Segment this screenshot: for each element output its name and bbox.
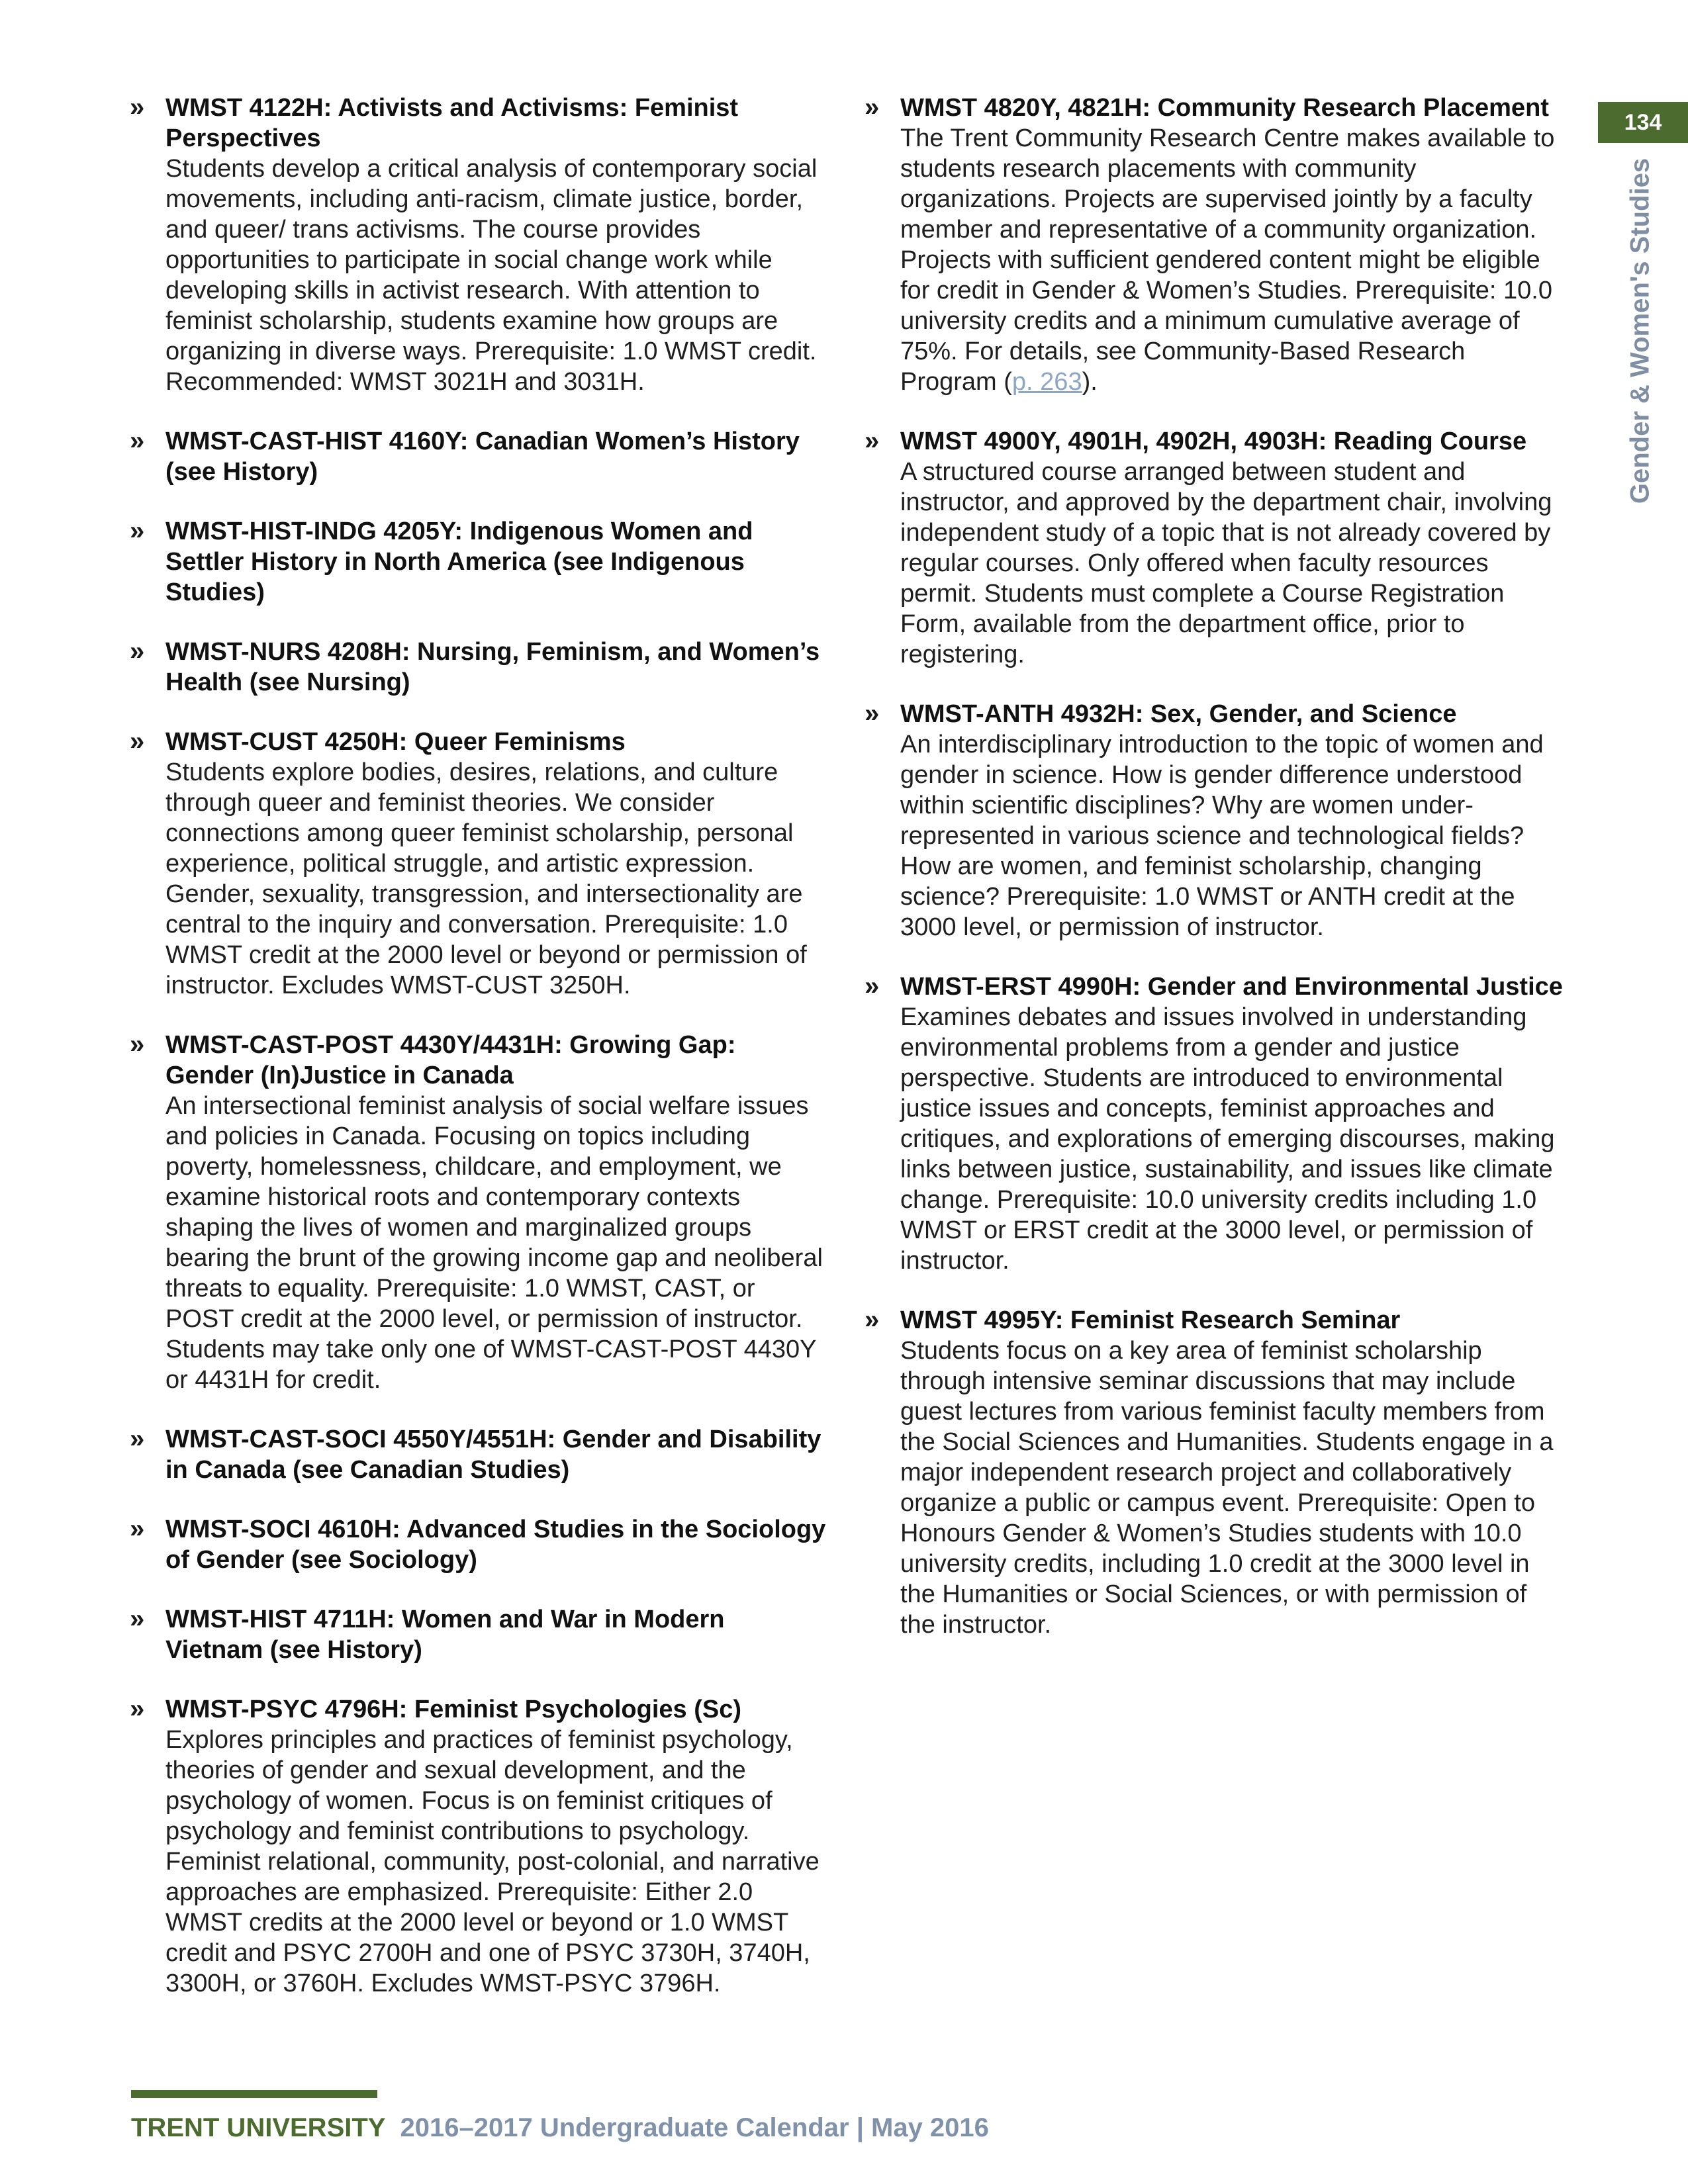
course-title: WMST-HIST 4711H: Women and War in Modern Vietnam (see History) [165,1606,725,1664]
bullet-marker: » [130,1694,145,1723]
footer-calendar-title: 2016–2017 Undergraduate Calendar | May 2016 [400,2113,989,2142]
course-title: WMST-CAST-HIST 4160Y: Canadian Women’s History (see History) [165,428,800,486]
course-entry [862,1305,1564,1640]
course-entry [127,1694,829,1999]
bullet-marker: » [865,426,880,455]
course-title: WMST 4820Y, 4821H: Community Research Placement [900,94,1549,122]
bullet-marker: » [865,699,880,728]
footer-institution: TRENT UNIVERSITY [131,2113,386,2142]
course-description: Students focus on a key area of feminist scholarship through intensive seminar discussions that may include guest lectures from various feminist faculty members from the Social Sciences and Humanities. Students engage in a major independent research project and collaboratively organize a public or campus event. Prerequisite: Open to Honours Gender & Women’s Studies students with 10.0 university credits, including 1.0 credit at the 3000 level in the Humanities or Social Sciences, or with permission of the instructor. [900,1337,1554,1639]
course-entry [862,426,1564,670]
footer [131,2110,989,2146]
bullet-marker: » [865,1305,880,1334]
course-entry [127,93,829,397]
course-description: Students develop a critical analysis of contemporary social movements, including anti-racism, climate justice, border, and queer/ trans activisms. The course provides opportunities to participate in social change work while developing skills in activist research. With attention to feminist scholarship, students examine how groups are organizing in diverse ways. Prerequisite: 1.0 WMST credit. Recommended: WMST 3021H and 3031H. [165,155,818,396]
bullet-marker: » [130,727,145,756]
page-number-badge: 134 [1598,102,1688,143]
course-description: Students explore bodies, desires, relations, and culture through queer and feminist theories. We consider connections among queer feminist scholarship, personal experience, political struggle, and artistic expression. Gender, sexuality, transgression, and intersectionality are central to the inquiry and conversation. Prerequisite: 1.0 WMST credit at the 2000 level or beyond or permission of instructor. Excludes WMST-CUST 3250H. [165,758,807,999]
course-title: WMST-NURS 4208H: Nursing, Feminism, and Women’s Health (see Nursing) [165,638,820,696]
bullet-marker: » [130,1514,145,1543]
course-description-text: The Trent Community Research Centre makes available to students research placements with community organizations. Projects are supervised jointly by a faculty member and representative of a community organization. Projects with sufficient gendered content might be eligible for credit in Gender & Women’s Studies. Prerequisite: 10.0 university credits and a minimum cumulative average of 75%. For details, see Community-Based Research Program ( [900,124,1555,396]
course-entry [862,972,1564,1276]
course-entry [127,1424,829,1485]
course-title: WMST-CAST-POST 4430Y/4431H: Growing Gap: Gender (In)Justice in Canada [165,1031,736,1089]
course-entry [127,1604,829,1665]
course-title: WMST-CAST-SOCI 4550Y/4551H: Gender and Disability in Canada (see Canadian Studies) [165,1426,821,1484]
course-title: WMST-HIST-INDG 4205Y: Indigenous Women and Settler History in North America (see Indigenous Studies) [165,518,753,606]
bullet-marker: » [130,1030,145,1059]
course-description: Examines debates and issues involved in understanding environmental problems from a gender and justice perspective. Students are introduced to environmental justice issues and concepts, feminist approaches and critiques, and explorations of emerging discourses, making links between justice, sustainability, and issues like climate change. Prerequisite: 10.0 university credits including 1.0 WMST or ERST credit at the 3000 level, or permission of instructor. [900,1003,1555,1275]
left-column [127,93,829,2028]
course-title: WMST-PSYC 4796H: Feminist Psychologies (Sc) [165,1696,741,1723]
course-entry [127,1030,829,1395]
course-title: WMST 4995Y: Feminist Research Seminar [900,1306,1401,1334]
bullet-marker: » [130,1424,145,1453]
course-entry [862,93,1564,397]
bullet-marker: » [865,93,880,122]
course-entry [862,699,1564,942]
page-reference-link[interactable]: p. 263 [1011,368,1082,396]
course-description: An interdisciplinary introduction to the topic of women and gender in science. How is gender difference understood within scientific disciplines? Why are women under-represented in various science and technological fields? How are women, and feminist scholarship, changing science? Prerequisite: 1.0 WMST or ANTH credit at the 3000 level, or permission of instructor. [900,731,1544,941]
footer-rule [131,2090,377,2098]
course-entry [127,637,829,698]
right-column [862,93,1564,1669]
course-description: Explores principles and practices of feminist psychology, theories of gender and sexual development, and the psychology of women. Focus is on feminist critiques of psychology and feminist contributions to psychology. Feminist relational, community, post-colonial, and narrative approaches are emphasized. Prerequisite: Either 2.0 WMST credits at the 2000 level or beyond or 1.0 WMST credit and PSYC 2700H and one of PSYC 3730H, 3740H, 3300H, or 3760H. Excludes WMST-PSYC 3796H. [165,1726,820,1997]
bullet-marker: » [130,516,145,545]
course-description [900,123,1564,397]
course-title: WMST-SOCI 4610H: Advanced Studies in the Sociology of Gender (see Sociology) [165,1516,826,1574]
course-title: WMST 4122H: Activists and Activisms: Feminist Perspectives [165,94,739,152]
course-title: WMST 4900Y, 4901H, 4902H, 4903H: Reading Course [900,428,1527,455]
bullet-marker: » [130,426,145,455]
course-description: An intersectional feminist analysis of social welfare issues and policies in Canada. Focusing on topics including poverty, homelessness, childcare, and employment, we examine historical roots and contemporary contexts shaping the lives of women and marginalized groups bearing the brunt of the growing income gap and neoliberal threats to equality. Prerequisite: 1.0 WMST, CAST, or POST credit at the 2000 level, or permission of instructor. Students may take only one of WMST-CAST-POST 4430Y or 4431H for credit. [165,1092,823,1394]
course-entry [127,727,829,1001]
course-entry [127,426,829,487]
course-entry [127,516,829,608]
bullet-marker: » [865,972,880,1001]
course-title: WMST-CUST 4250H: Queer Feminisms [165,728,626,756]
bullet-marker: » [130,637,145,666]
course-description: A structured course arranged between student and instructor, and approved by the department chair, involving independent study of a topic that is not already covered by regular courses. Only offered when faculty resources permit. Students must complete a Course Registration Form, available from the department office, prior to registering. [900,458,1552,668]
course-description-end: ). [1082,368,1098,396]
bullet-marker: » [130,93,145,122]
section-side-label: Gender & Women's Studies [1625,158,1655,504]
bullet-marker: » [130,1604,145,1633]
course-entry [127,1514,829,1575]
course-title: WMST-ANTH 4932H: Sex, Gender, and Science [900,700,1457,728]
course-title: WMST-ERST 4990H: Gender and Environmental Justice [900,973,1563,1001]
